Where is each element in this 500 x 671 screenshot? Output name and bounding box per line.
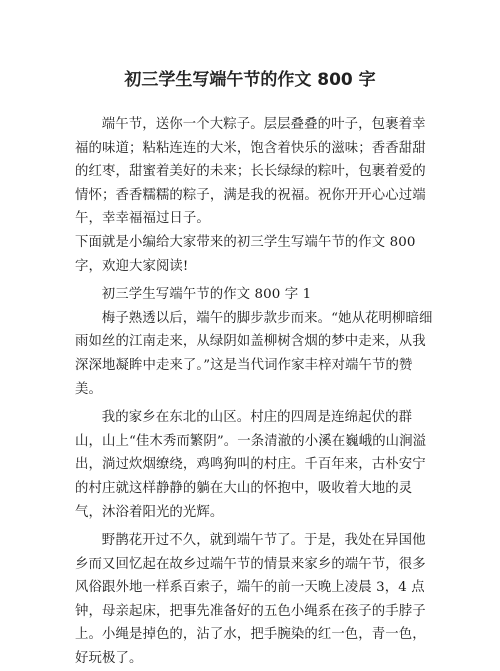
document-body xyxy=(75,113,435,671)
paragraph-welcome: 下面就是小编给大家带来的初三学生写端午节的作文 800 字，欢迎大家阅读! xyxy=(75,234,416,274)
paragraph-hometown: 我的家乡在东北的山区。村庄的四周是连绵起伏的群山，山上“佳木秀而繁阴”。一条清澈的小溪在巍峨的山涧溢出，淌过炊烟缭绕，鸡鸣狗叫的村庄。千百年来，古朴安宁的村庄就这样静静的躺在大山的怀抱中，吸收着大地的灵气，沐浴着阳光的光辉。 xyxy=(75,410,427,520)
document-title: 初三学生写端午节的作文 800 字 xyxy=(124,70,376,90)
section-heading: 初三学生写端午节的作文 800 字 1 xyxy=(101,287,312,303)
paragraph-festival: 野鹊花开过不久，就到端午节了。于是，我处在异国他乡而又回忆起在故乡过端午节的情景来家乡的端午节，很多风俗跟外地一样系百索子，端午的前一天晚上凌晨 3，4 点钟，母亲起床，把事先准备好的五色小绳系在孩子的手脖子上。小绳是掉色的，沾了水，把手腕染的红一色，青一色，好玩极了。 xyxy=(75,533,426,667)
paragraph-plum: 梅子熟透以后，端午的脚步款步而来。“她从花明柳暗细雨如丝的江南走来，从绿阴如盖柳树含烟的梦中走来，从我深深地凝眸中走来了。”这是当代词作家丰梓对端午节的赞美。 xyxy=(75,310,433,397)
paragraph-intro: 端午节，送你一个大粽子。层层叠叠的叶子，包裹着幸福的味道；粘粘连连的大米，饱含着快乐的滋味；香香甜甜的红枣，甜蜜着美好的未来；长长绿绿的粽叶，包裹着爱的情怀；香香糯糯的粽子，满是我的祝福。祝你开开心心过端午，幸幸福福过日子。 xyxy=(75,117,426,227)
